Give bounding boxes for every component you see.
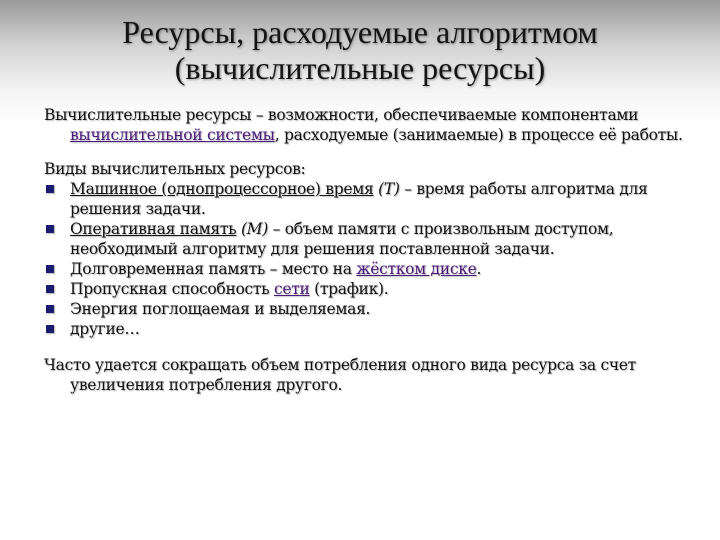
slide-title: [30, 14, 690, 86]
slide-content: [44, 105, 694, 395]
bandwidth-end: (трафик).: [309, 280, 389, 298]
square-bullet-icon: [46, 305, 54, 313]
square-bullet-icon: [46, 265, 54, 273]
list-item-ram: [44, 219, 694, 259]
network-link[interactable]: сети: [273, 280, 310, 298]
machine-time-text: – время работы алгоритма для решения задачи.: [70, 180, 648, 218]
list-item-long-term-memory: [44, 259, 694, 279]
ram-text: – объем памяти с произвольным доступом, необходимый алгоритму для решения поставленной задачи.: [70, 220, 614, 258]
title-line-2: (вычислительные ресурсы): [174, 50, 546, 86]
square-bullet-icon: [46, 185, 54, 193]
conclusion-paragraph: Часто удается сокращать объем потребления одного вида ресурса за счет увеличения потребления другого.: [44, 356, 636, 394]
energy-text: Энергия поглощаемая и выделяемая.: [70, 300, 371, 318]
long-term-memory-end: .: [476, 260, 482, 278]
machine-time-term: Машинное (однопроцессорное) время: [70, 180, 374, 198]
ram-symbol: (M): [236, 220, 269, 238]
square-bullet-icon: [46, 325, 54, 333]
list-item-machine-time: [44, 179, 694, 219]
bandwidth-text: Пропускная способность: [70, 280, 274, 298]
list-item-bandwidth: [44, 279, 694, 299]
resource-types-list: [44, 179, 694, 339]
title-line-1: Ресурсы, расходуемые алгоритмом: [122, 14, 598, 50]
hard-disk-link[interactable]: жёстком диске: [356, 260, 477, 278]
computing-system-link[interactable]: вычислительной системы: [70, 126, 275, 144]
definition-prefix: Вычислительные ресурсы – возможности, обеспечиваемые компонентами: [44, 106, 639, 124]
definition-paragraph: [44, 105, 694, 145]
list-item-energy: [44, 299, 694, 319]
types-heading: Виды вычислительных ресурсов:: [44, 160, 306, 178]
square-bullet-icon: [46, 285, 54, 293]
definition-suffix: , расходуемые (занимаемые) в процессе её работы.: [274, 126, 683, 144]
list-item-others: [44, 319, 694, 339]
square-bullet-icon: [46, 225, 54, 233]
others-text: другие…: [70, 320, 140, 338]
ram-term: Оперативная память: [70, 220, 237, 238]
long-term-memory-text: Долговременная память – место на: [70, 260, 357, 278]
machine-time-symbol: (T): [373, 180, 400, 198]
